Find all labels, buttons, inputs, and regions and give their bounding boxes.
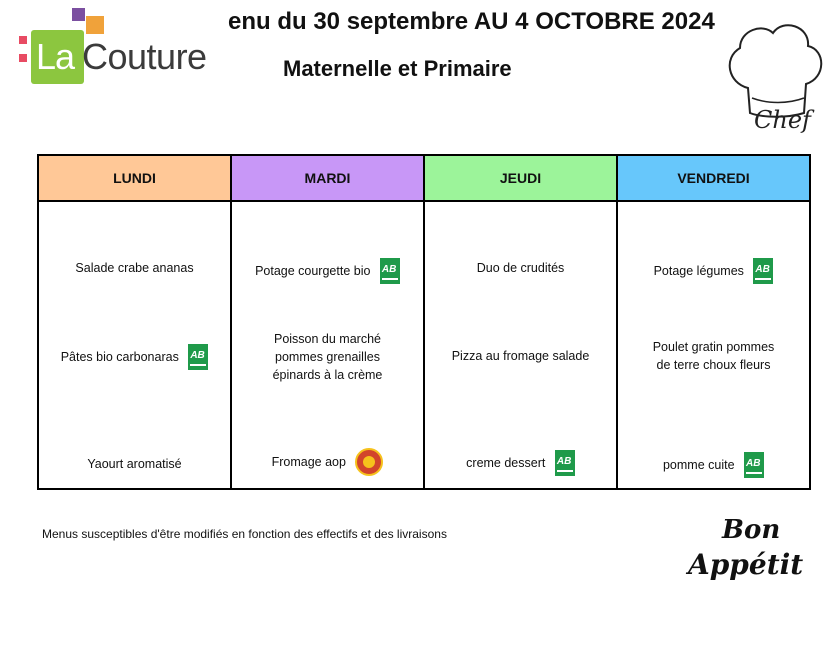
menu-item (618, 258, 809, 284)
aop-label-icon (355, 448, 383, 476)
menu-item-text: Poisson du marché pommes grenailles épinards à la crème (272, 332, 383, 382)
menu-item-text: Potage courgette bio (255, 264, 371, 278)
footnote: Menus susceptibles d'être modifiés en fonction des effectifs et des livraisons (42, 527, 447, 541)
day-column-lundi (38, 201, 231, 489)
day-column-mardi (231, 201, 424, 489)
appetit-text: Appétit (688, 548, 804, 581)
page-subtitle: Maternelle et Primaire (283, 56, 512, 81)
logo-text-la: La (36, 36, 75, 77)
page-title: enu du 30 septembre AU 4 OCTOBRE 2024 (228, 8, 715, 35)
logo-text-couture: Couture (82, 36, 207, 77)
day-header-mardi: MARDI (231, 155, 424, 201)
day-header-jeudi: JEUDI (424, 155, 617, 201)
organic-ab-icon: AB (188, 344, 208, 370)
menu-item-text: Potage légumes (653, 264, 744, 278)
menu-item (39, 454, 230, 473)
menu-item-text: Pizza au fromage salade (451, 348, 590, 363)
bon-text: Bon (722, 515, 781, 545)
organic-ab-icon: AB (555, 450, 575, 476)
logo-square-pink (19, 54, 27, 62)
menu-item (618, 452, 809, 478)
organic-ab-icon: AB (753, 258, 773, 284)
day-header-vendredi: VENDREDI (617, 155, 810, 201)
menu-item-text: pomme cuite (662, 458, 735, 472)
menu-item (618, 338, 809, 374)
menu-item (425, 258, 616, 277)
organic-ab-icon: AB (744, 452, 764, 478)
la-couture-logo (14, 8, 207, 88)
logo-square-orange (86, 16, 104, 34)
chef-label: Chef (754, 106, 811, 134)
menu-item-text: Poulet gratin pommes de terre choux fleurs (652, 340, 775, 372)
menu-item (232, 258, 423, 284)
menu-item-text: creme dessert (466, 456, 546, 470)
day-header-lundi: LUNDI (38, 155, 231, 201)
menu-item (425, 346, 616, 365)
menu-item (232, 448, 423, 476)
logo-square-purple (72, 8, 85, 21)
organic-ab-icon: AB (380, 258, 400, 284)
menu-item (425, 450, 616, 476)
day-column-vendredi (617, 201, 810, 489)
menu-table (37, 154, 811, 490)
menu-item-text: Pâtes bio carbonaras (60, 350, 179, 364)
menu-item-text: Salade crabe ananas (75, 260, 194, 275)
day-column-jeudi (424, 201, 617, 489)
menu-item-text: Yaourt aromatisé (87, 456, 182, 471)
menu-item-text: Duo de crudités (476, 260, 565, 275)
menu-item (39, 344, 230, 370)
menu-item-text: Fromage aop (271, 455, 346, 469)
menu-item (232, 330, 423, 384)
logo-square-pink (19, 36, 27, 44)
bon-appetit-logo (684, 508, 812, 590)
chef-hat-icon (718, 18, 830, 138)
menu-item (39, 258, 230, 277)
